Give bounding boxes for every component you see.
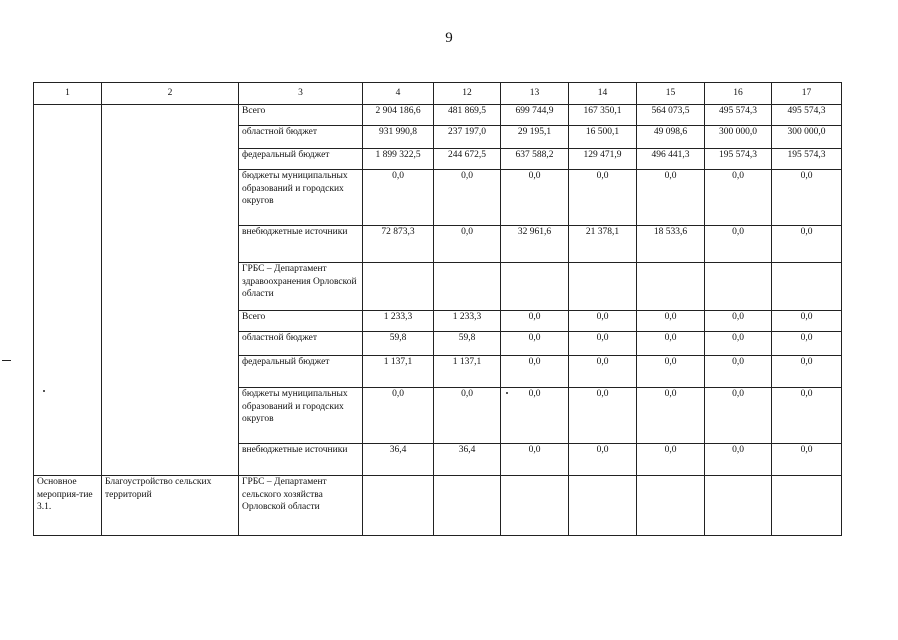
column-header: 16 — [705, 83, 772, 105]
value-cell: 481 869,5 — [434, 105, 501, 126]
value-cell — [363, 263, 434, 311]
header-row — [34, 83, 842, 105]
value-cell — [434, 263, 501, 311]
column-header: 2 — [102, 83, 239, 105]
value-cell — [569, 263, 637, 311]
value-cell: 244 672,5 — [434, 149, 501, 170]
page-number: 9 — [445, 30, 453, 46]
value-cell: 496 441,3 — [637, 149, 705, 170]
source-label: федеральный бюджет — [239, 149, 363, 170]
value-cell: 0,0 — [772, 356, 842, 388]
value-cell: 36,4 — [363, 444, 434, 476]
column-header: 15 — [637, 83, 705, 105]
value-cell: 0,0 — [637, 332, 705, 356]
value-cell — [705, 263, 772, 311]
value-cell: 0,0 — [569, 332, 637, 356]
table-row — [34, 105, 842, 126]
value-cell: 0,0 — [569, 444, 637, 476]
value-cell: 167 350,1 — [569, 105, 637, 126]
value-cell: 32 961,6 — [501, 226, 569, 263]
source-label: бюджеты муниципальных образований и городских округов — [239, 388, 363, 444]
value-cell: 0,0 — [501, 388, 569, 444]
value-cell: 195 574,3 — [772, 149, 842, 170]
value-cell: 931 990,8 — [363, 126, 434, 149]
value-cell — [772, 476, 842, 536]
value-cell: 0,0 — [569, 388, 637, 444]
value-cell — [434, 476, 501, 536]
value-cell: 0,0 — [637, 388, 705, 444]
value-cell: 0,0 — [363, 388, 434, 444]
source-label: областной бюджет — [239, 126, 363, 149]
value-cell: 0,0 — [772, 226, 842, 263]
scan-mark — [506, 392, 508, 394]
budget-table — [33, 82, 842, 536]
value-cell: 1 899 322,5 — [363, 149, 434, 170]
value-cell — [705, 476, 772, 536]
value-cell: 0,0 — [772, 388, 842, 444]
measure-number: Основное мероприя-тие 3.1. — [34, 476, 102, 536]
value-cell — [363, 476, 434, 536]
table-row — [34, 476, 842, 536]
value-cell: 21 378,1 — [569, 226, 637, 263]
value-cell: 2 904 186,6 — [363, 105, 434, 126]
value-cell: 16 500,1 — [569, 126, 637, 149]
value-cell: 49 098,6 — [637, 126, 705, 149]
value-cell: 0,0 — [501, 356, 569, 388]
source-label: внебюджетные источники — [239, 226, 363, 263]
column-header: 3 — [239, 83, 363, 105]
value-cell: 18 533,6 — [637, 226, 705, 263]
measure-name: Благоустройство сельских территорий — [102, 476, 239, 536]
source-label: областной бюджет — [239, 332, 363, 356]
value-cell — [637, 476, 705, 536]
value-cell: 0,0 — [772, 311, 842, 332]
value-cell: 1 137,1 — [434, 356, 501, 388]
value-cell: 300 000,0 — [772, 126, 842, 149]
value-cell: 0,0 — [501, 311, 569, 332]
column-header: 4 — [363, 83, 434, 105]
value-cell: 0,0 — [637, 356, 705, 388]
value-cell: 0,0 — [363, 170, 434, 226]
value-cell: 59,8 — [434, 332, 501, 356]
value-cell: 0,0 — [705, 226, 772, 263]
column-header: 14 — [569, 83, 637, 105]
value-cell: 0,0 — [705, 170, 772, 226]
value-cell: 0,0 — [637, 170, 705, 226]
source-label: бюджеты муниципальных образований и городских округов — [239, 170, 363, 226]
value-cell: 0,0 — [772, 332, 842, 356]
value-cell: 495 574,3 — [705, 105, 772, 126]
grbs-label: ГРБС – Департамент здравоохранения Орловской области — [239, 263, 363, 311]
value-cell: 0,0 — [569, 311, 637, 332]
value-cell: 237 197,0 — [434, 126, 501, 149]
value-cell: 1 233,3 — [434, 311, 501, 332]
column-header: 17 — [772, 83, 842, 105]
value-cell — [501, 476, 569, 536]
source-label: Всего — [239, 105, 363, 126]
value-cell: 564 073,5 — [637, 105, 705, 126]
value-cell: 0,0 — [569, 356, 637, 388]
value-cell — [569, 476, 637, 536]
value-cell: 195 574,3 — [705, 149, 772, 170]
value-cell — [637, 263, 705, 311]
value-cell: 0,0 — [637, 444, 705, 476]
source-label: внебюджетные источники — [239, 444, 363, 476]
source-label: Всего — [239, 311, 363, 332]
merged-cell-col1 — [34, 105, 102, 476]
column-header: 1 — [34, 83, 102, 105]
scan-mark — [43, 390, 45, 392]
value-cell: 0,0 — [434, 388, 501, 444]
value-cell: 0,0 — [772, 170, 842, 226]
value-cell: 637 588,2 — [501, 149, 569, 170]
value-cell — [501, 263, 569, 311]
value-cell: 0,0 — [569, 170, 637, 226]
column-header: 13 — [501, 83, 569, 105]
column-header: 12 — [434, 83, 501, 105]
value-cell: 0,0 — [705, 356, 772, 388]
value-cell: 300 000,0 — [705, 126, 772, 149]
scan-mark — [2, 360, 11, 361]
value-cell: 495 574,3 — [772, 105, 842, 126]
value-cell: 0,0 — [705, 444, 772, 476]
value-cell: 29 195,1 — [501, 126, 569, 149]
value-cell: 0,0 — [705, 388, 772, 444]
value-cell: 0,0 — [501, 170, 569, 226]
merged-cell-col2 — [102, 105, 239, 476]
value-cell: 0,0 — [434, 170, 501, 226]
value-cell: 0,0 — [705, 311, 772, 332]
value-cell: 59,8 — [363, 332, 434, 356]
value-cell: 0,0 — [705, 332, 772, 356]
value-cell: 0,0 — [434, 226, 501, 263]
grbs-label: ГРБС – Департамент сельского хозяйства Орловской области — [239, 476, 363, 536]
value-cell: 699 744,9 — [501, 105, 569, 126]
value-cell — [772, 263, 842, 311]
value-cell: 0,0 — [637, 311, 705, 332]
value-cell: 36,4 — [434, 444, 501, 476]
value-cell: 0,0 — [501, 332, 569, 356]
value-cell: 0,0 — [772, 444, 842, 476]
value-cell: 72 873,3 — [363, 226, 434, 263]
value-cell: 1 137,1 — [363, 356, 434, 388]
value-cell: 129 471,9 — [569, 149, 637, 170]
source-label: федеральный бюджет — [239, 356, 363, 388]
value-cell: 1 233,3 — [363, 311, 434, 332]
value-cell: 0,0 — [501, 444, 569, 476]
